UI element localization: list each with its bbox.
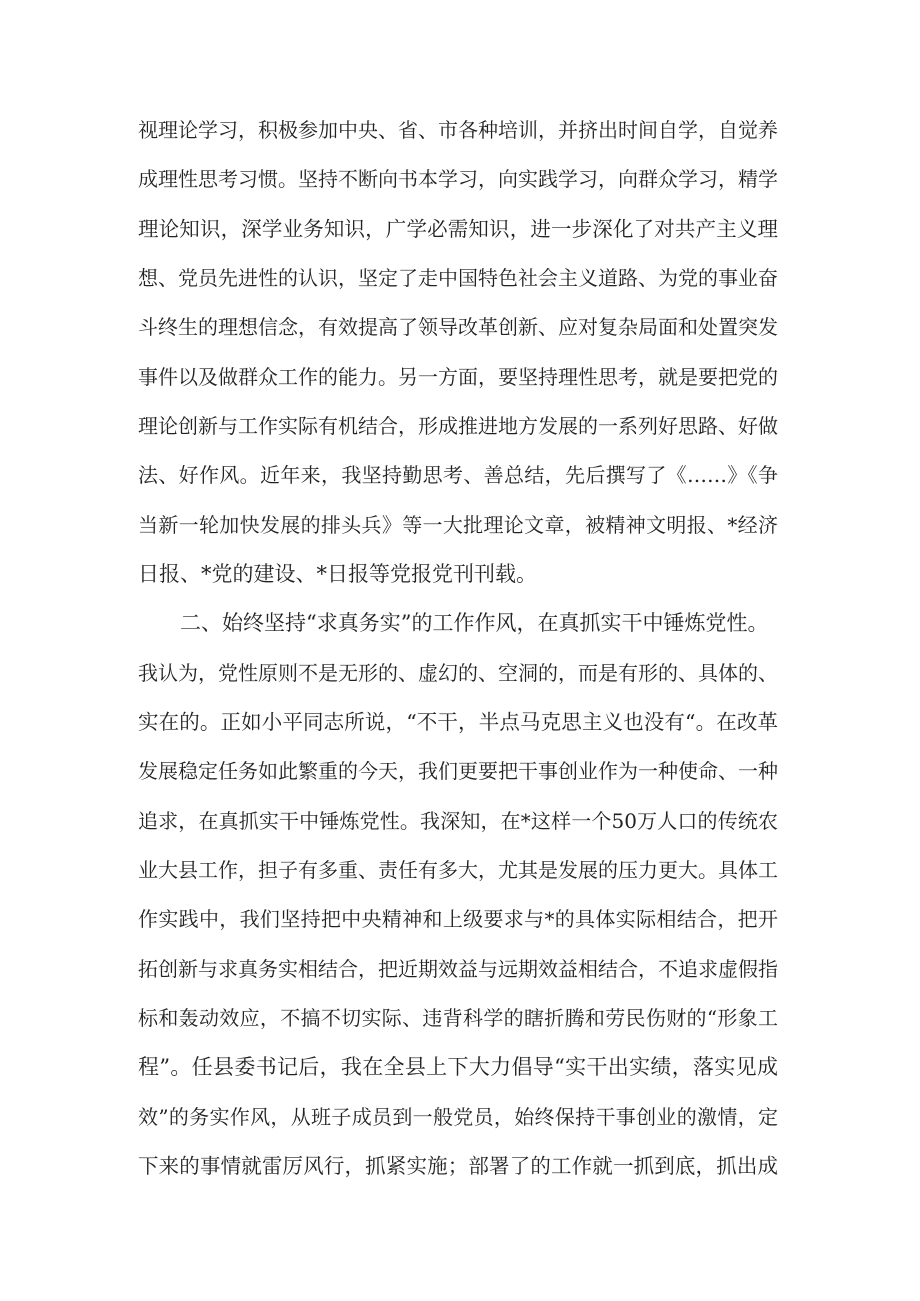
text-line-3: 理论知识，深学业务知识，广学必需知识，进一步深化了对共产主义理 xyxy=(138,217,778,241)
text-line-16: 业大县工作，担子有多重、责任有多大，尤其是发展的压力更大。具体工 xyxy=(138,858,778,882)
text-line-20: 程”。任县委书记后，我在全县上下大力倡导“实干出实绩，落实见成 xyxy=(138,1055,778,1079)
text-line-22: 下来的事情就雷厉风行，抓紧实施；部署了的工作就一抓到底，抓出成 xyxy=(138,1154,778,1178)
text-line-19: 标和轰动效应，不搞不切实际、违背科学的瞎折腾和劳民伤财的“形象工 xyxy=(138,1006,778,1030)
text-line-6: 事件以及做群众工作的能力。另一方面，要坚持理性思考，就是要把党的 xyxy=(138,365,778,389)
text-line-9: 当新一轮加快发展的排头兵》等一大批理论文章，被精神文明报、*经济 xyxy=(138,513,778,537)
text-line-4: 想、党员先进性的认识，坚定了走中国特色社会主义道路、为党的事业奋 xyxy=(138,266,778,290)
text-line-7: 理论创新与工作实际有机结合，形成推进地方发展的一系列好思路、好做 xyxy=(138,414,778,438)
text-line-17: 作实践中，我们坚持把中央精神和上级要求与*的具体实际相结合，把开 xyxy=(138,907,778,931)
text-line-14: 发展稳定任务如此繁重的今天，我们更要把干事创业作为一种使命、一种 xyxy=(138,759,778,783)
text-line-10: 日报、*党的建设、*日报等党报党刊刊载。 xyxy=(138,562,537,586)
text-line-2: 成理性思考习惯。坚持不断向书本学习，向实践学习，向群众学习，精学 xyxy=(138,167,778,191)
text-line-13: 实在的。正如小平同志所说，“不干，半点马克思主义也没有“。在改革 xyxy=(138,710,778,734)
text-line-18: 拓创新与求真务实相结合，把近期效益与远期效益相结合，不追求虚假指 xyxy=(138,957,778,981)
section-heading: 二、始终坚持“求真务实”的工作作风，在真抓实干中锤炼党性。 xyxy=(180,611,769,635)
text-line-8: 法、好作风。近年来，我坚持勤思考、善总结，先后撰写了《……》《争 xyxy=(138,463,778,487)
text-line-21: 效”的务实作风，从班子成员到一般党员，始终保持干事创业的激情，定 xyxy=(138,1105,778,1129)
text-line-15: 追求，在真抓实干中锤炼党性。我深知，在*这样一个50万人口的传统农 xyxy=(138,809,778,833)
text-line-12: 我认为，党性原则不是无形的、虚幻的、空洞的，而是有形的、具体的、 xyxy=(138,661,778,685)
text-line-5: 斗终生的理想信念，有效提高了领导改革创新、应对复杂局面和处置突发 xyxy=(138,315,778,339)
text-line-1: 视理论学习，积极参加中央、省、市各种培训，并挤出时间自学，自觉养 xyxy=(138,118,778,142)
